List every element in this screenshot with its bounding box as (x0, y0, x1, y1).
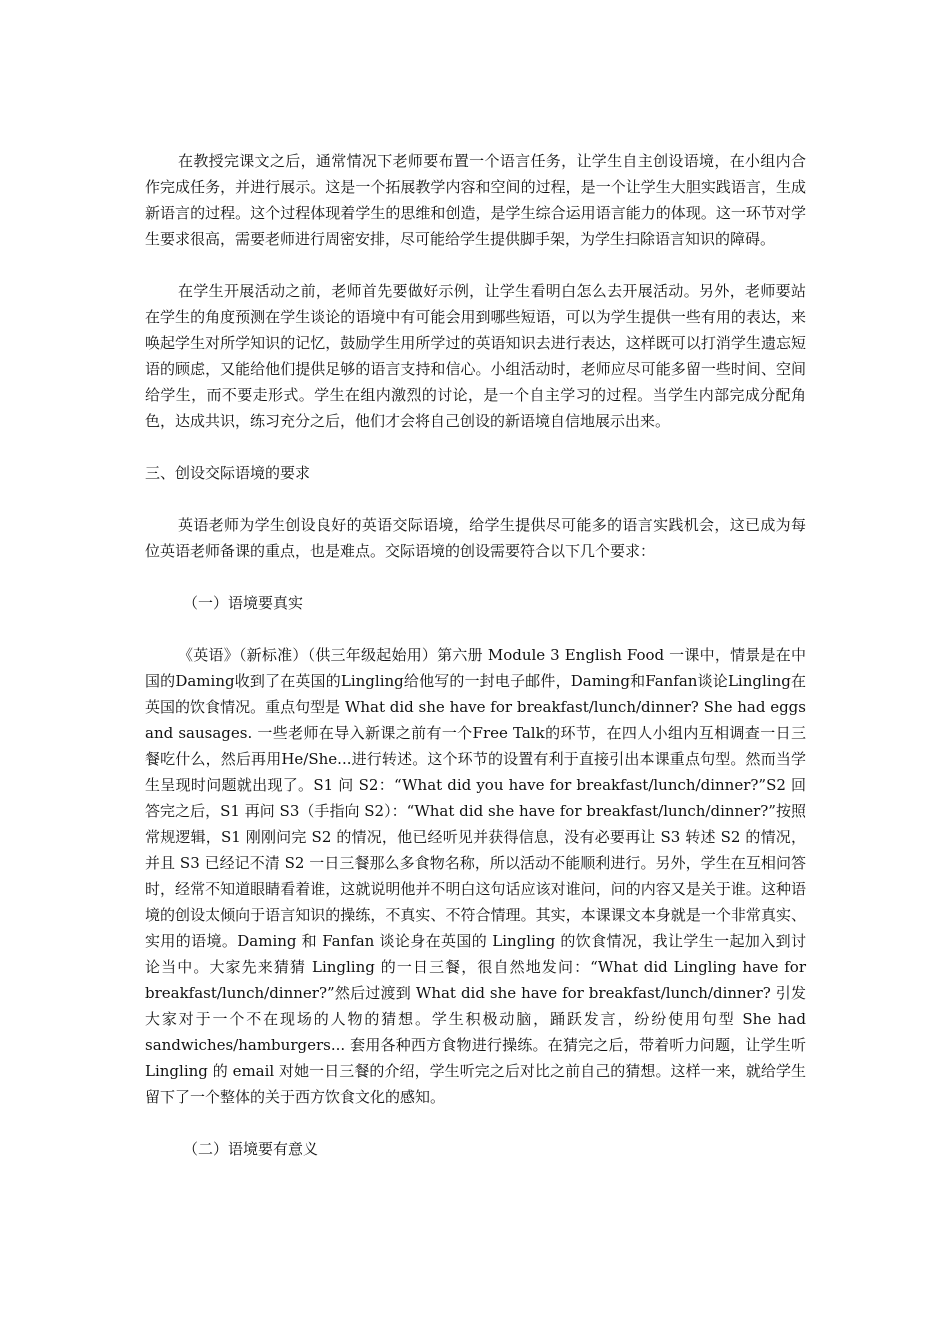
section-heading-requirements: 三、创设交际语境的要求 (145, 464, 311, 482)
subheading-meaningful-context: （二）语境要有意义 (183, 1140, 319, 1158)
paragraph-activity-preparation: 在学生开展活动之前，老师首先要做好示例，让学生看明白怎么去开展活动。另外，老师要站在学生的角度预测在学生谈论的语境中有可能会用到哪些短语，可以为学生提供一些有用的表达，来唤起学生对所学知识的记忆，鼓励学生用所学过的英语知识去进行表达，这样既可以打消学生遗忘短语的顾虑，又能给他们提供足够的语言支持和信心。小组活动时，老师应尽可能多留一些时间、空间给学生，而不要走形式。学生在组内激烈的讨论，是一个自主学习的过程。当学生内部完成分配角色，达成共识，练习充分之后，他们才会将自己创设的新语境自信地展示出来。 (145, 282, 806, 430)
document-page (145, 148, 806, 1188)
paragraph-requirements-intro: 英语老师为学生创设良好的英语交际语境，给学生提供尽可能多的语言实践机会，这已成为每位英语老师备课的重点，也是难点。交际语境的创设需要符合以下几个要求： (145, 516, 806, 560)
paragraph-english-food-example: 《英语》（新标准）（供三年级起始用）第六册 Module 3 English Food 一课中，情景是在中国的Daming收到了在英国的Lingling给他写的一封电子邮件，Daming和Fanfan谈论Lingling在英国的饮食情况。重点句型是 What did she have for breakfast/lunch/dinner? She had eggs and sausages. 一些老师在导入新课之前有一个Free Talk的环节，在四人小组内互相调查一日三餐吃什么，然后再用He/She...进行转述。这个环节的设置有利于直接引出本课重点句型。然而当学生呈现时问题就出现了。S1 问 S2：“What did you have for breakfast/lunch/dinner?”S2 回答完之后，S1 再问 S3（手指向 S2）：“What did she have for breakfast/lunch/dinner?”按照常规逻辑，S1 刚刚问完 S2 的情况，他已经听见并获得信息，没有必要再让 S3 转述 S2 的情况，并且 S3 已经记不清 S2 一日三餐那么多食物名称，所以活动不能顺利进行。另外，学生在互相问答时，经常不知道眼睛看着谁，这就说明他并不明白这句话应该对谁问，问的内容又是关于谁。这种语境的创设太倾向于语言知识的操练，不真实、不符合情理。其实，本课课文本身就是一个非常真实、实用的语境。Daming 和 Fanfan 谈论身在英国的 Lingling 的饮食情况，我让学生一起加入到讨论当中。大家先来猜猜 Lingling 的一日三餐，很自然地发问：“What did Lingling have for breakfast/lunch/dinner?”然后过渡到 What did she have for breakfast/lunch/dinner? 引发大家对于一个不在现场的人物的猜想。学生积极动脑，踊跃发言，纷纷使用句型 She had sandwiches/hamburgers... 套用各种西方食物进行操练。在猜完之后，带着听力问题，让学生听 Lingling 的 email 对她一日三餐的介绍，学生听完之后对比之前自己的猜想。这样一来，就给学生留下了一个整体的关于西方饮食文化的感知。 (145, 646, 806, 1106)
subheading-authentic-context: （一）语境要真实 (183, 594, 304, 612)
paragraph-task-design: 在教授完课文之后，通常情况下老师要布置一个语言任务，让学生自主创设语境，在小组内合作完成任务，并进行展示。这是一个拓展教学内容和空间的过程，是一个让学生大胆实践语言，生成新语言的过程。这个过程体现着学生的思维和创造，是学生综合运用语言能力的体现。这一环节对学生要求很高，需要老师进行周密安排，尽可能给学生提供脚手架，为学生扫除语言知识的障碍。 (145, 152, 806, 248)
